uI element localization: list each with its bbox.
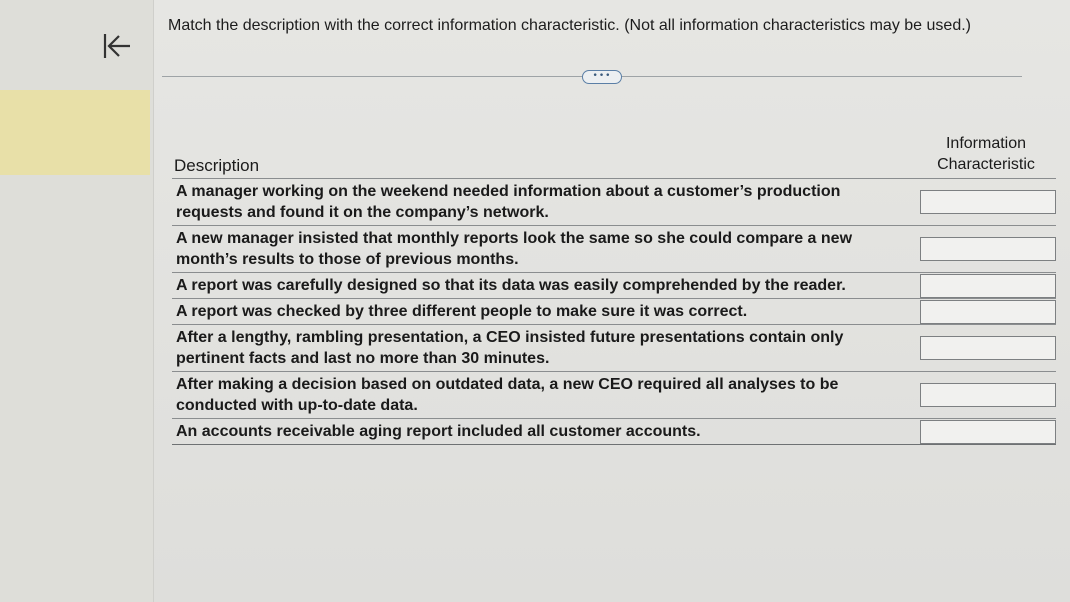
answer-cell [880,420,1056,444]
row-description: A new manager insisted that monthly reports look the same so she could compare a new month’s results to those of previous months. [176,230,853,268]
answer-cell [880,237,1056,261]
row-description: A manager working on the weekend needed information about a customer’s production requests and found it on the company’s network. [176,183,841,221]
characteristic-column-header: Information Characteristic [937,135,1035,173]
answer-input[interactable] [920,336,1056,360]
row-description: After a lengthy, rambling presentation, a CEO insisted future presentations contain only pertinent facts and last no more than 30 minutes. [176,329,844,367]
table-row [172,418,1056,445]
answer-cell [880,190,1056,214]
question-panel [154,0,1070,602]
table-row [172,371,1056,418]
row-description: A report was checked by three different people to make sure it was correct. [176,303,748,320]
answer-cell [880,274,1056,298]
answer-cell [880,383,1056,407]
collapse-left-icon[interactable] [100,30,134,64]
table-row [172,272,1056,298]
answer-input[interactable] [920,420,1056,444]
left-sidebar [0,0,154,602]
answer-input[interactable] [920,383,1056,407]
row-description: A report was carefully designed so that its data was easily comprehended by the reader. [176,277,846,294]
table-row [172,298,1056,324]
answer-input[interactable] [920,274,1056,298]
sidebar-highlight [0,90,150,175]
table-row [172,324,1056,371]
answer-cell [880,300,1056,324]
matching-table [172,178,1056,445]
table-row [172,178,1056,225]
answer-input[interactable] [920,237,1056,261]
table-row [172,225,1056,272]
row-description: After making a decision based on outdated data, a new CEO required all analyses to be conducted with up-to-date data. [176,376,839,414]
answer-cell [880,336,1056,360]
row-description: An accounts receivable aging report included all customer accounts. [176,423,701,440]
answer-input[interactable] [920,300,1056,324]
description-column-header: Description [174,156,260,175]
question-instruction: Match the description with the correct information characteristic. (Not all information characteristics may be used.) [168,17,971,34]
answer-input[interactable] [920,190,1056,214]
expand-more-button[interactable]: ••• [582,70,622,84]
